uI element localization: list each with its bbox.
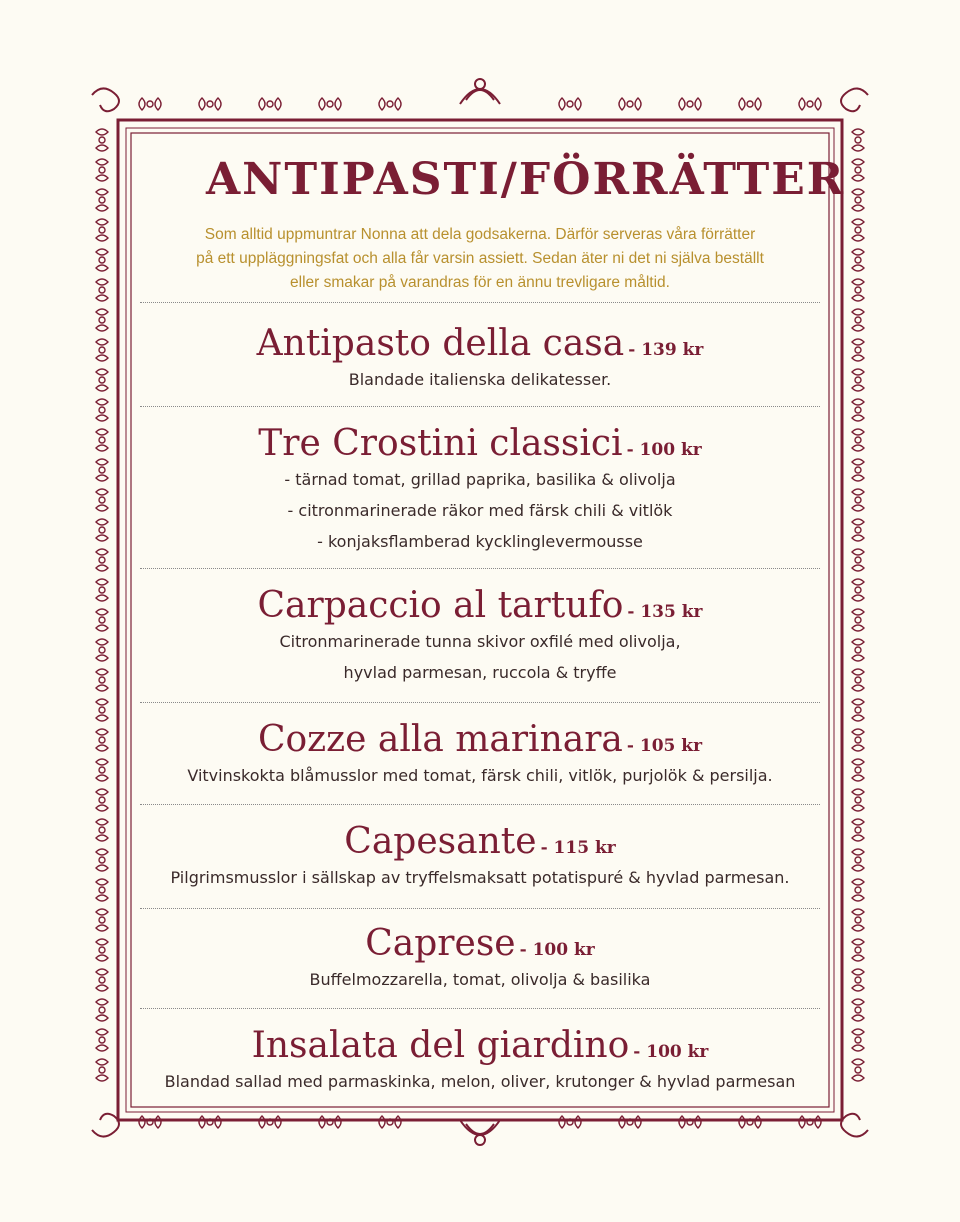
scroll-ornament-icon (96, 189, 108, 211)
scroll-ornament-icon (96, 999, 108, 1021)
dish-price: - 135 kr (627, 602, 703, 622)
scroll-ornament-icon (619, 98, 641, 110)
menu-item (140, 424, 820, 557)
scroll-ornament-icon (96, 219, 108, 241)
scroll-ornament-icon (852, 909, 864, 931)
scroll-ornament-icon (852, 339, 864, 361)
dish-title (140, 324, 820, 364)
scroll-ornament-icon (96, 339, 108, 361)
menu-content (140, 140, 846, 1100)
scroll-ornament-icon (852, 639, 864, 661)
dish-description-line: - konjaksflamberad kycklinglevermousse (317, 531, 643, 551)
scroll-ornament-icon (852, 129, 864, 151)
scroll-ornament-icon (96, 1029, 108, 1051)
menu-item (140, 822, 820, 893)
scroll-ornament-icon (559, 1116, 581, 1128)
scroll-ornament-icon (96, 159, 108, 181)
scroll-ornament-icon (679, 1116, 701, 1128)
scroll-ornament-icon (96, 609, 108, 631)
scroll-ornament-icon (96, 639, 108, 661)
scroll-ornament-icon (852, 159, 864, 181)
intro-line: Som alltid uppmuntrar Nonna att dela godsakerna. Därför serveras våra förrätter (204, 226, 756, 243)
dish-name: Cozze alla marinara (257, 719, 623, 760)
scroll-ornament-icon (619, 1116, 641, 1128)
scroll-ornament-icon (852, 189, 864, 211)
dish-description-line: - tärnad tomat, grillad paprika, basilika & olivolja (284, 469, 676, 489)
scroll-ornament-icon (259, 98, 281, 110)
dish-description (140, 464, 820, 557)
scroll-ornament-icon (799, 98, 821, 110)
scroll-ornament-icon (852, 819, 864, 841)
page-title: ANTIPASTI/FÖRRÄTTER (206, 154, 846, 205)
dish-name: Tre Crostini classici (258, 423, 623, 464)
scroll-ornament-icon (96, 489, 108, 511)
scroll-ornament-icon (852, 609, 864, 631)
scroll-ornament-icon (199, 1116, 221, 1128)
scroll-ornament-icon (96, 369, 108, 391)
scroll-ornament-icon (96, 939, 108, 961)
dotted-divider (140, 302, 820, 303)
scroll-ornament-icon (852, 489, 864, 511)
dish-title (140, 424, 820, 464)
scroll-ornament-icon (852, 999, 864, 1021)
scroll-ornament-icon (852, 249, 864, 271)
menu-item (140, 924, 820, 995)
dish-description-line: Pilgrimsmusslor i sällskap av tryffelsmaksatt potatispuré & hyvlad parmesan. (170, 867, 790, 887)
dish-description (140, 964, 820, 995)
scroll-ornament-icon (852, 1029, 864, 1051)
scroll-ornament-icon (96, 1059, 108, 1081)
scroll-ornament-icon (96, 249, 108, 271)
scroll-ornament-icon (852, 429, 864, 451)
scroll-ornament-icon (139, 1116, 161, 1128)
scroll-ornament-icon (319, 1116, 341, 1128)
scroll-ornament-icon (259, 1116, 281, 1128)
scroll-ornament-icon (96, 729, 108, 751)
scroll-ornament-icon (852, 219, 864, 241)
scroll-ornament-icon (96, 579, 108, 601)
scroll-ornament-icon (96, 429, 108, 451)
scroll-ornament-icon (852, 309, 864, 331)
scroll-ornament-icon (96, 459, 108, 481)
intro-line: på ett uppläggningsfat och alla får varsin assiett. Sedan äter ni det ni själva beställt (196, 250, 764, 267)
scroll-ornament-icon (96, 669, 108, 691)
scroll-ornament-icon (96, 129, 108, 151)
dish-price: - 115 kr (540, 838, 616, 858)
dish-description-line: Blandad sallad med parmaskinka, melon, oliver, krutonger & hyvlad parmesan (164, 1071, 796, 1091)
scroll-ornament-icon (96, 849, 108, 871)
dish-description (140, 364, 820, 395)
dish-price: - 100 kr (633, 1042, 709, 1062)
scroll-ornament-icon (852, 399, 864, 421)
menu-item (140, 1026, 820, 1097)
scroll-ornament-icon (96, 789, 108, 811)
scroll-ornament-icon (96, 549, 108, 571)
scroll-ornament-icon (852, 849, 864, 871)
dotted-divider (140, 804, 820, 805)
scroll-ornament-icon (852, 969, 864, 991)
dish-description (140, 1066, 820, 1097)
scroll-ornament-icon (852, 279, 864, 301)
scroll-ornament-icon (96, 819, 108, 841)
menu-item (140, 324, 820, 395)
dish-description-line: Vitvinskokta blåmusslor med tomat, färsk chili, vitlök, purjolök & persilja. (187, 765, 773, 785)
scroll-ornament-icon (852, 579, 864, 601)
scroll-ornament-icon (559, 98, 581, 110)
dish-title (140, 720, 820, 760)
dish-price: - 100 kr (519, 940, 595, 960)
dish-description-line: Blandade italienska delikatesser. (348, 369, 612, 389)
dish-description-line: hyvlad parmesan, ruccola & tryffe (343, 662, 617, 682)
dish-price: - 100 kr (626, 440, 702, 460)
dish-name: Capesante (344, 821, 537, 862)
dish-name: Antipasto della casa (256, 323, 625, 364)
dish-description (140, 626, 820, 688)
scroll-ornament-icon (96, 309, 108, 331)
dish-name: Caprese (365, 923, 516, 964)
dish-description-line: Citronmarinerade tunna skivor oxfilé med olivolja, (279, 631, 681, 651)
scroll-ornament-icon (96, 279, 108, 301)
dotted-divider (140, 1008, 820, 1009)
dotted-divider (140, 568, 820, 569)
dotted-divider (140, 908, 820, 909)
scroll-ornament-icon (852, 1059, 864, 1081)
scroll-ornament-icon (852, 759, 864, 781)
intro-text (140, 223, 820, 295)
scroll-ornament-icon (96, 519, 108, 541)
scroll-ornament-icon (852, 549, 864, 571)
dotted-divider (140, 702, 820, 703)
scroll-ornament-icon (852, 879, 864, 901)
scroll-ornament-icon (199, 98, 221, 110)
scroll-ornament-icon (799, 1116, 821, 1128)
dish-title (140, 924, 820, 964)
scroll-ornament-icon (852, 519, 864, 541)
scroll-ornament-icon (139, 98, 161, 110)
scroll-ornament-icon (852, 729, 864, 751)
dish-title (140, 586, 820, 626)
scroll-ornament-icon (852, 459, 864, 481)
dish-price: - 105 kr (626, 736, 703, 756)
scroll-ornament-icon (379, 1116, 401, 1128)
scroll-ornament-icon (319, 98, 341, 110)
dish-description (140, 862, 820, 893)
scroll-ornament-icon (739, 98, 761, 110)
dish-name: Insalata del giardino (251, 1025, 630, 1066)
intro-line: eller smakar på varandras för en ännu trevligare måltid. (290, 274, 670, 291)
scroll-ornament-icon (852, 939, 864, 961)
dish-description (140, 760, 820, 791)
scroll-ornament-icon (679, 98, 701, 110)
scroll-ornament-icon (96, 759, 108, 781)
dish-description-line: - citronmarinerade räkor med färsk chili & vitlök (287, 500, 673, 520)
scroll-ornament-icon (379, 98, 401, 110)
dish-name: Carpaccio al tartufo (257, 585, 624, 626)
scroll-ornament-icon (852, 699, 864, 721)
menu-item (140, 586, 820, 688)
scroll-ornament-icon (852, 789, 864, 811)
scroll-ornament-icon (739, 1116, 761, 1128)
dish-title (140, 822, 820, 862)
scroll-ornament-icon (96, 879, 108, 901)
dotted-divider (140, 406, 820, 407)
dish-price: - 139 kr (628, 340, 704, 360)
scroll-ornament-icon (96, 399, 108, 421)
dish-description-line: Buffelmozzarella, tomat, olivolja & basilika (309, 969, 651, 989)
scroll-ornament-icon (96, 969, 108, 991)
scroll-ornament-icon (852, 369, 864, 391)
scroll-ornament-icon (96, 699, 108, 721)
scroll-ornament-icon (852, 669, 864, 691)
dish-title (140, 1026, 820, 1066)
scroll-ornament-icon (96, 909, 108, 931)
menu-item (140, 720, 820, 791)
